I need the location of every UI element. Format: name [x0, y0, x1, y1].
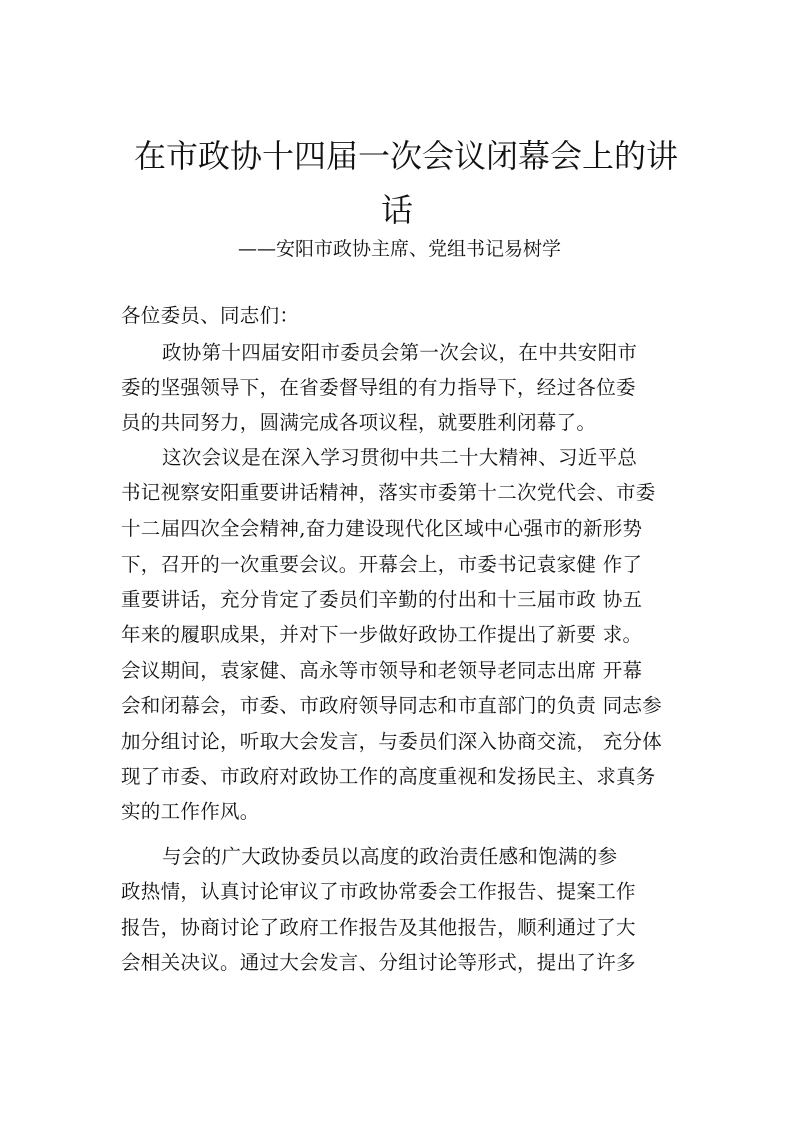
- paragraph-line: 会和闭幕会，市委、市政府领导同志和市直部门的负责 同志参: [121, 694, 663, 717]
- paragraph-line: 下，召开的一次重要会议。开幕会上，市委书记袁家健 作了: [121, 553, 643, 576]
- paragraph-line: 十二届四次全会精神,奋力建设现代化区域中心强市的新形势: [121, 517, 643, 540]
- paragraph-line: 委的坚强领导下，在省委督导组的有力指导下，经过各位委: [121, 376, 636, 399]
- paragraph-line: 报告，协商讨论了政府工作报告及其他报告，顺利通过了大: [121, 916, 636, 939]
- paragraph-line: 现了市委、市政府对政协工作的高度重视和发扬民主、求真务: [121, 765, 656, 788]
- paragraph-line: 书记视察安阳重要讲话精神，落实市委第十二次党代会、市委: [121, 481, 656, 504]
- paragraph-line: 与会的广大政协委员以高度的政治责任感和饱满的参: [162, 845, 618, 868]
- paragraph-line: 加分组讨论，听取大会发言，与委员们深入协商交流， 充分体: [121, 730, 663, 753]
- document-title-continued: 话: [381, 191, 414, 229]
- document-subtitle: ——安阳市政协主席、党组书记易树学: [238, 238, 562, 260]
- paragraph-line: 这次会议是在深入学习贯彻中共二十大精神、习近平总: [162, 446, 638, 469]
- paragraph-line: 会议期间，袁家健、高永等市领导和老领导老同志出席 开幕: [121, 659, 643, 682]
- paragraph-line: 员的共同努力，圆满完成各项议程，就要胜利闭幕了。: [121, 411, 597, 434]
- paragraph-line: 年来的履职成果，并对下一步做好政协工作提出了新要 求。: [121, 623, 643, 646]
- paragraph-line: 重要讲话，充分肯定了委员们辛勤的付出和十三届市政 协五: [121, 588, 643, 611]
- salutation: 各位委员、同志们：: [121, 304, 300, 327]
- paragraph-line: 政协第十四届安阳市委员会第一次会议，在中共安阳市: [162, 341, 638, 364]
- paragraph-line: 实的工作作风。: [121, 800, 260, 823]
- paragraph-line: 政热情，认真讨论审议了市政协常委会工作报告、提案工作: [121, 880, 636, 903]
- document-title: 在市政协十四届一次会议闭幕会上的讲: [134, 137, 679, 175]
- paragraph-line: 会相关决议。通过大会发言、分组讨论等形式，提出了许多: [121, 951, 636, 974]
